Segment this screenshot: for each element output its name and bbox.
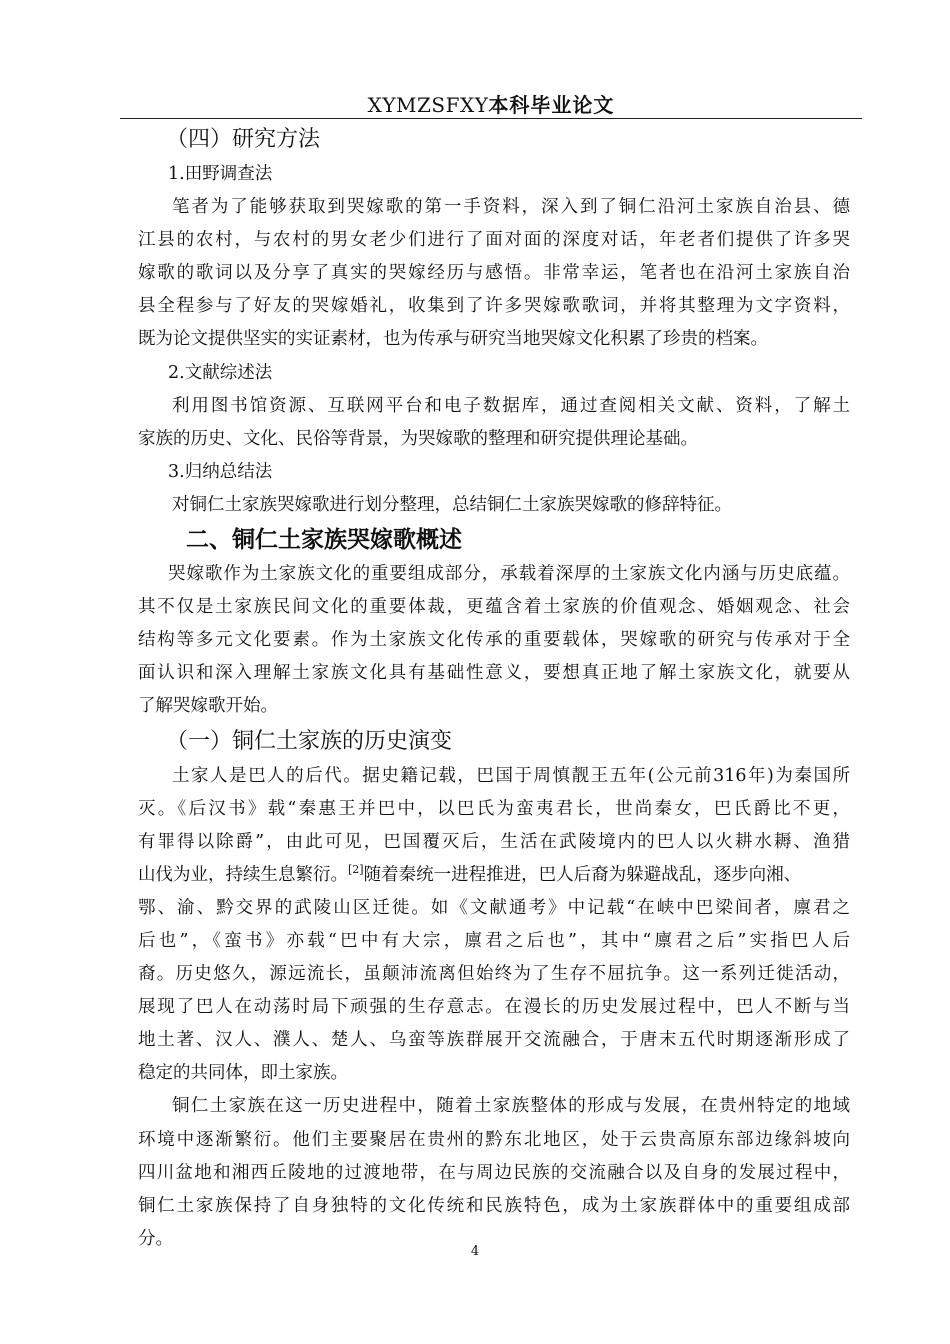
paragraph-line: 对铜仁土家族哭嫁歌进行划分整理，总结铜仁土家族哭嫁歌的修辞特征。	[172, 494, 732, 515]
line-text: 山伐为业，持续生息繁衍。	[138, 864, 348, 885]
paragraph-line: 笔者为了能够获取到哭嫁歌的第一手资料，深入到了铜仁沿河土家族自治县、德	[172, 197, 850, 218]
paragraph-line: 了解哭嫁歌开始。	[138, 696, 278, 717]
paragraph-line: 灭。《后汉书》载“秦惠王并巴中，以巴氏为蛮夷君长，世尚秦女，巴氏爵比不更，	[138, 798, 850, 819]
paragraph-line: 地土著、汉人、濮人、楚人、乌蛮等族群展开交流融合，于唐末五代时期逐渐形成了	[138, 1030, 850, 1051]
paragraph-line: 利用图书馆资源、互联网平台和电子数据库，通过查阅相关文献、资料，了解土	[172, 395, 850, 416]
paragraph-line: 分。	[138, 1228, 173, 1249]
paragraph-line: 四川盆地和湘西丘陵地的过渡地带，在与周边民族的交流融合以及自身的发展过程中，	[138, 1162, 850, 1183]
paragraph-line: 鄂、渝、黔交界的武陵山区迁徙。如《文献通考》中记载“在峡中巴梁间者，廪君之	[138, 897, 850, 918]
method-3-title: 3.归纳总结法	[168, 461, 273, 482]
page-body	[138, 122, 850, 1256]
header-title: 本科毕业论文	[488, 93, 615, 117]
section-heading-history: （一）铜仁土家族的历史演变	[166, 728, 453, 754]
page-header	[120, 92, 862, 119]
paragraph-line: 铜仁土家族在这一历史进程中，随着土家族整体的形成与发展，在贵州特定的地域	[172, 1096, 850, 1117]
paragraph-line: 土家人是巴人的后代。据史籍记载，巴国于周慎靓王五年(公元前316年)为秦国所	[172, 765, 850, 786]
paragraph-line: 铜仁土家族保持了自身独特的文化传统和民族特色，成为土家族群体中的重要组成部	[138, 1195, 850, 1216]
paragraph-line: 展现了巴人在动荡时局下顽强的生存意志。在漫长的历史发展过程中，巴人不断与当	[138, 997, 850, 1018]
paragraph-line: 家族的历史、文化、民俗等背景，为哭嫁歌的整理和研究提供理论基础。	[138, 428, 698, 449]
chapter-heading-overview: 二、铜仁土家族哭嫁歌概述	[186, 527, 462, 554]
header-code: XYMZSFXY	[367, 93, 489, 117]
paragraph-line	[138, 859, 850, 892]
paragraph-line: 环境中逐渐繁衍。他们主要聚居在贵州的黔东北地区，处于云贵高原东部边缘斜坡向	[138, 1129, 850, 1150]
paragraph-line: 有罪得以除爵”，由此可见，巴国覆灭后，生活在武陵境内的巴人以火耕水耨、渔猎	[138, 831, 850, 852]
citation-ref: [2]	[348, 862, 364, 876]
method-2-title: 2.文献综述法	[168, 362, 273, 383]
method-1-title: 1.田野调查法	[168, 164, 273, 184]
line-text: 随着秦统一进程推进，巴人后裔为躲避战乱，逐步向湘、	[363, 864, 802, 885]
page-number: 4	[470, 1244, 480, 1259]
paragraph-line: 既为论文提供坚实的实证素材，也为传承与研究当地哭嫁文化积累了珍贵的档案。	[138, 329, 768, 350]
paragraph-line: 其不仅是土家族民间文化的重要体裁，更蕴含着土家族的价值观念、婚姻观念、社会	[138, 597, 850, 618]
paragraph-line: 稳定的共同体，即土家族。	[138, 1063, 348, 1084]
paragraph-line: 县全程参与了好友的哭嫁婚礼，收集到了许多哭嫁歌歌词，并将其整理为文字资料，	[138, 296, 850, 317]
paragraph-line: 裔。历史悠久，源远流长，虽颠沛流离但始终为了生存不屈抗争。这一系列迁徙活动，	[138, 964, 850, 985]
paragraph-line: 结构等多元文化要素。作为土家族文化传承的重要载体，哭嫁歌的研究与传承对于全	[138, 630, 850, 651]
paragraph-line: 江县的农村，与农村的男女老少们进行了面对面的深度对话，年老者们提供了许多哭	[138, 230, 850, 251]
section-heading-research-methods: （四）研究方法	[166, 127, 321, 152]
paragraph-line: 嫁歌的歌词以及分享了真实的哭嫁经历与感悟。非常幸运，笔者也在沿河土家族自治	[138, 263, 850, 284]
paragraph-line: 后也”，《蛮书》亦载“巴中有大宗，廪君之后也”，其中“廪君之后”实指巴人后	[138, 930, 850, 951]
paragraph-line: 哭嫁歌作为土家族文化的重要组成部分，承载着深厚的土家族文化内涵与历史底蕴。	[168, 564, 850, 585]
paragraph-line: 面认识和深入理解土家族文化具有基础性意义，要想真正地了解土家族文化，就要从	[138, 663, 850, 684]
